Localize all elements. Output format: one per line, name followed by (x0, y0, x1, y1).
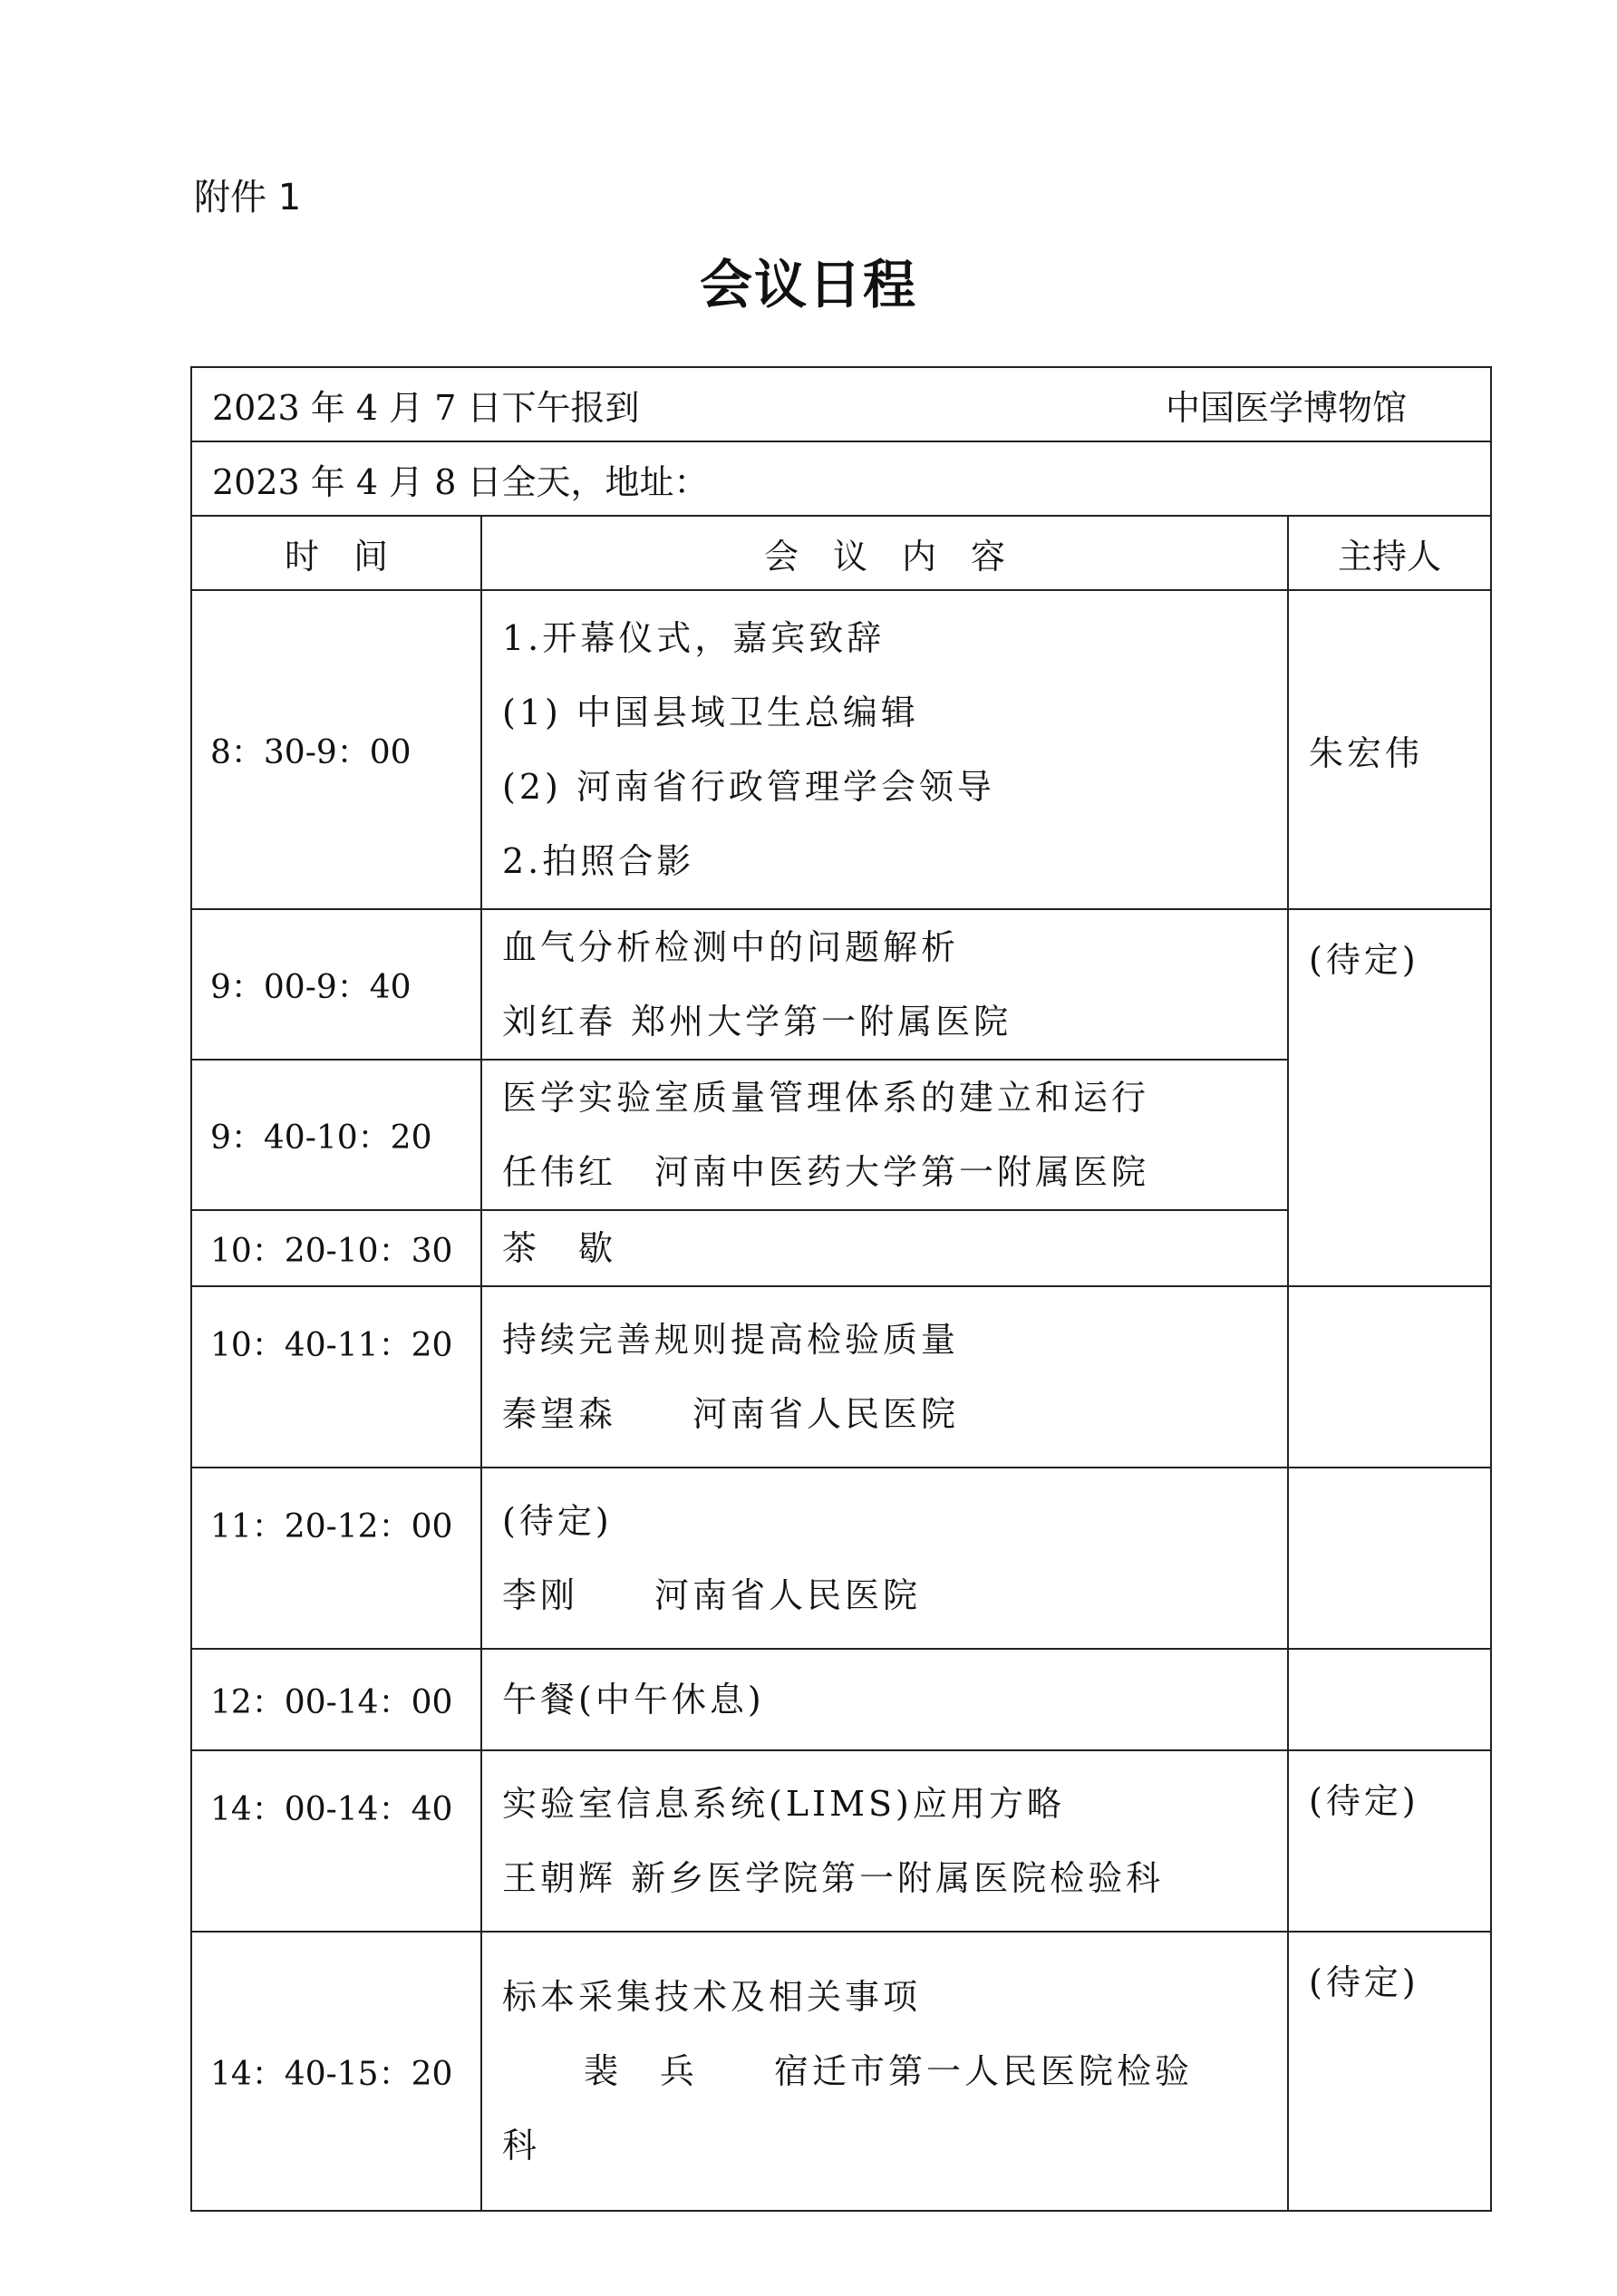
table-row (191, 590, 1491, 909)
attachment-label: 附件 1 (194, 177, 302, 218)
content-line: 科 (502, 2126, 541, 2165)
session-content (481, 590, 1288, 909)
content-line: 任伟红 河南中医药大学第一附属医院 (502, 1152, 1150, 1192)
session-content (481, 1468, 1288, 1649)
content-line: 实验室信息系统(LIMS)应用方略 (502, 1784, 1065, 1824)
content-line: 午餐(中午休息) (502, 1680, 765, 1720)
session-host (1288, 1649, 1491, 1750)
page-title: 会议日程 (699, 254, 917, 315)
content-line: 医学实验室质量管理体系的建立和运行 (502, 1078, 1150, 1118)
content-line: 裴 兵 宿迁市第一人民医院检验 (584, 2051, 1194, 2091)
table-header (191, 516, 1491, 590)
header-time: 时 间 (191, 516, 481, 590)
session-time: 8：30-9：00 (191, 590, 481, 909)
session-time: 10：20-10：30 (191, 1210, 481, 1286)
table-row (191, 909, 1491, 1060)
session-time: 12：00-14：00 (191, 1649, 481, 1750)
content-line: 血气分析检测中的问题解析 (502, 927, 960, 967)
session-time: 9：00-9：40 (191, 909, 481, 1060)
session-time: 10：40-11：20 (191, 1286, 481, 1468)
fullday-row (191, 441, 1491, 516)
session-time: 14：40-15：20 (191, 1932, 481, 2211)
content-line: 秦望森 河南省人民医院 (502, 1394, 960, 1434)
content-line: 王朝辉 新乡医学院第一附属医院检验科 (502, 1858, 1165, 1898)
table-row (191, 1468, 1491, 1649)
fullday-cell: 2023 年 4 月 8 日全天，地址： (191, 441, 1491, 516)
content-line: 1.开幕仪式，嘉宾致辞 (502, 618, 886, 658)
session-content (481, 1932, 1288, 2211)
header-host: 主持人 (1288, 516, 1491, 590)
schedule-table (190, 366, 1492, 2212)
table-row (191, 1750, 1491, 1932)
content-line: 持续完善规则提高检验质量 (502, 1320, 960, 1360)
session-host: (待定) (1288, 1932, 1491, 2211)
content-line: (1) 中国县域卫生总编辑 (502, 693, 919, 732)
checkin-date: 2023 年 4 月 7 日下午报到 (212, 387, 640, 428)
content-line: 标本采集技术及相关事项 (502, 1977, 922, 2017)
content-line: 茶 歇 (502, 1228, 617, 1268)
checkin-cell (191, 367, 1491, 441)
session-content (481, 1060, 1288, 1210)
session-host: (待定) (1288, 1750, 1491, 1932)
session-host: 朱宏伟 (1288, 590, 1491, 909)
venue-name: 中国医学博物馆 (1166, 387, 1408, 428)
content-line: 刘红春 郑州大学第一附属医院 (502, 1002, 1012, 1041)
session-time: 9：40-10：20 (191, 1060, 481, 1210)
table-row (191, 1286, 1491, 1468)
table-row (191, 1932, 1491, 2211)
session-content (481, 909, 1288, 1060)
content-line: 李刚 河南省人民医院 (502, 1575, 922, 1615)
session-time: 14：00-14：40 (191, 1750, 481, 1932)
session-content (481, 1750, 1288, 1932)
checkin-row (191, 367, 1491, 441)
session-time: 11：20-12：00 (191, 1468, 481, 1649)
session-content (481, 1286, 1288, 1468)
session-host (1288, 1468, 1491, 1649)
session-content (481, 1210, 1288, 1286)
table-row (191, 1649, 1491, 1750)
session-content (481, 1649, 1288, 1750)
session-host (1288, 1286, 1491, 1468)
content-line: 2.拍照合影 (502, 841, 695, 881)
header-content: 会 议 内 容 (481, 516, 1288, 590)
content-line: (待定) (502, 1501, 613, 1541)
session-host: (待定) (1288, 909, 1491, 1286)
content-line: (2) 河南省行政管理学会领导 (502, 767, 995, 807)
